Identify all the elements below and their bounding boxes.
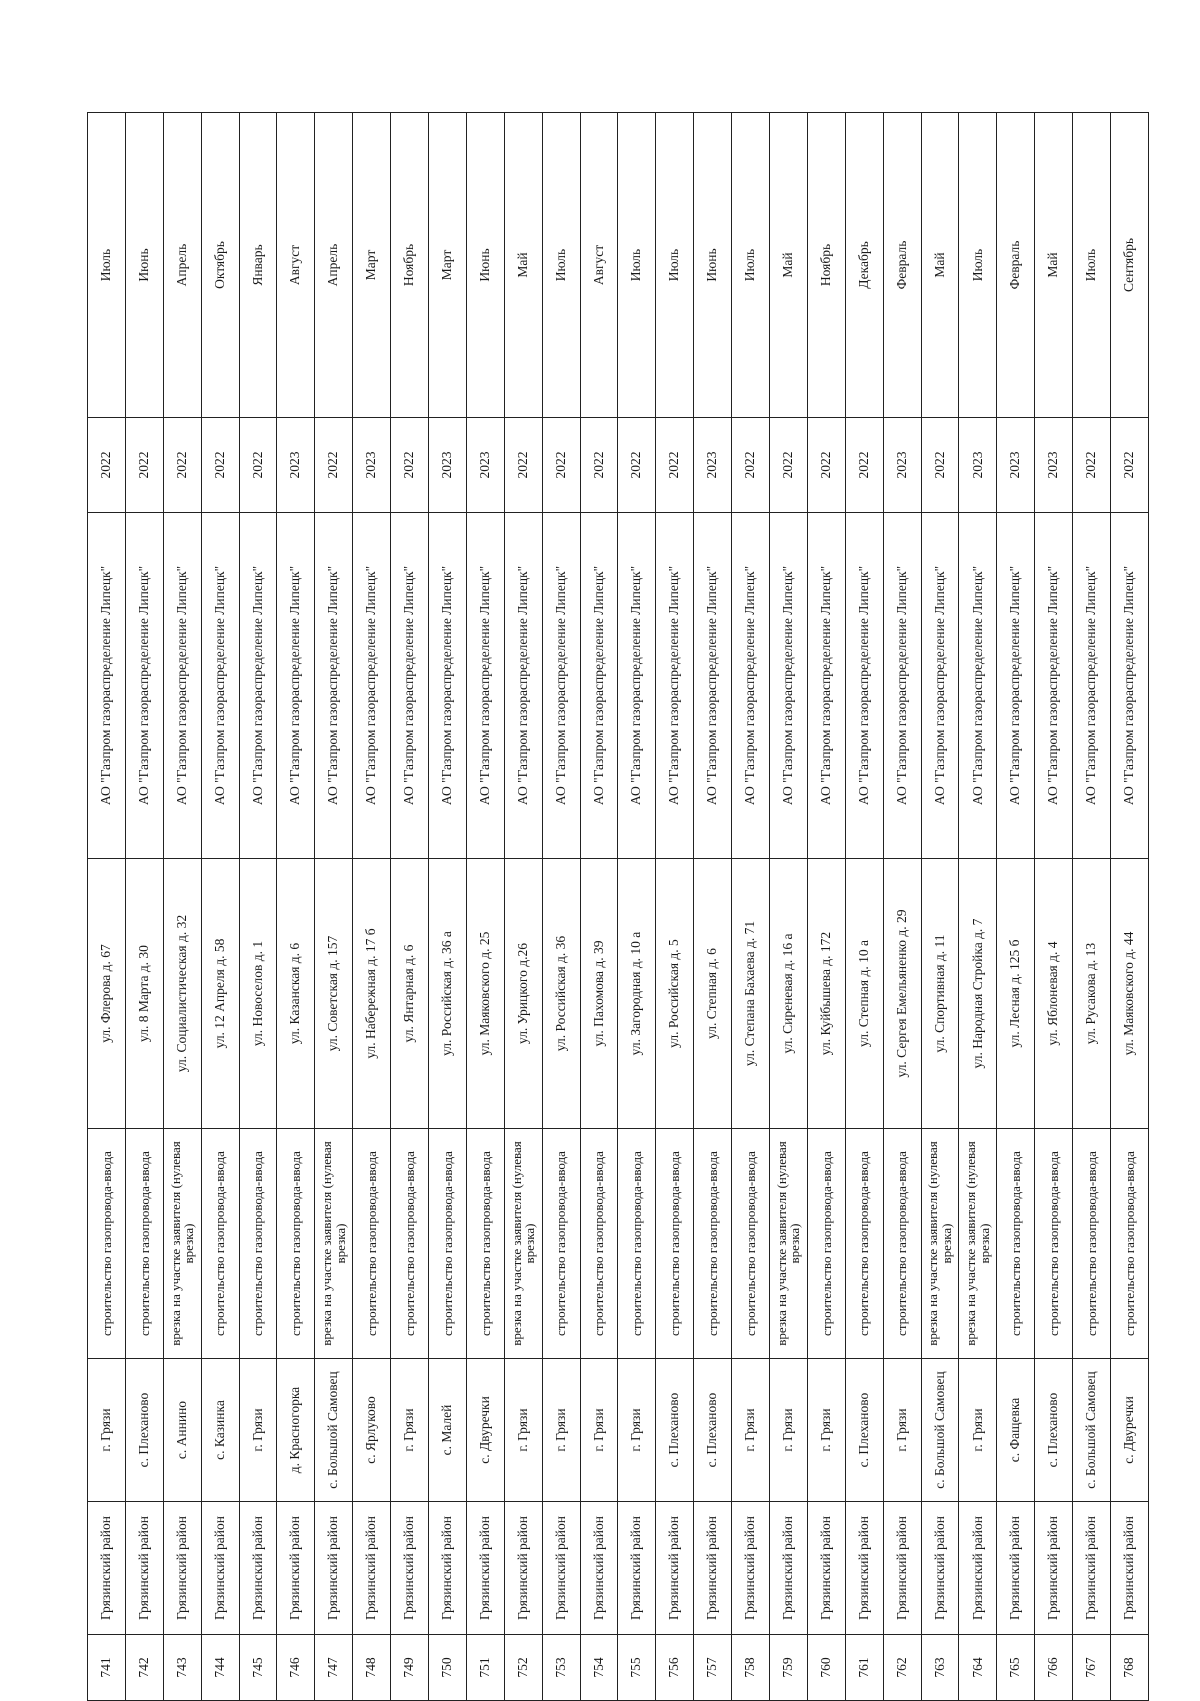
organization-cell: АО "Газпром газораспределение Липецк": [201, 513, 239, 859]
district-cell: Грязинский район: [883, 1502, 921, 1635]
organization-cell: АО "Газпром газораспределение Липецк": [694, 513, 732, 859]
organization-cell: АО "Газпром газораспределение Липецк": [542, 513, 580, 859]
organization-cell: АО "Газпром газораспределение Липецк": [921, 513, 959, 859]
organization-cell: АО "Газпром газораспределение Липецк": [88, 513, 126, 859]
month-cell: Июнь: [466, 113, 504, 418]
settlement-cell: г. Грязи: [542, 1359, 580, 1502]
month-cell: Декабрь: [845, 113, 883, 418]
organization-cell: АО "Газпром газораспределение Липецк": [845, 513, 883, 859]
month-cell: Апрель: [315, 113, 353, 418]
month-cell: Май: [504, 113, 542, 418]
organization-cell: АО "Газпром газораспределение Липецк": [883, 513, 921, 859]
district-cell: Грязинский район: [315, 1502, 353, 1635]
table-row: [466, 113, 504, 1701]
work-type-cell: строительство газопровода-ввода: [125, 1129, 163, 1359]
row-number-cell: 746: [277, 1635, 315, 1701]
address-cell: ул. Советская д. 157: [315, 859, 353, 1129]
settlement-cell: г. Грязи: [807, 1359, 845, 1502]
work-type-cell: строительство газопровода-ввода: [391, 1129, 429, 1359]
organization-cell: АО "Газпром газораспределение Липецк": [1111, 513, 1149, 859]
year-cell: 2022: [391, 418, 429, 513]
work-type-cell: строительство газопровода-ввода: [429, 1129, 467, 1359]
organization-cell: АО "Газпром газораспределение Липецк": [1035, 513, 1073, 859]
month-cell: Июль: [88, 113, 126, 418]
table-row: [504, 113, 542, 1701]
month-cell: Июль: [542, 113, 580, 418]
month-cell: Июнь: [694, 113, 732, 418]
settlement-cell: с. Плеханово: [656, 1359, 694, 1502]
table-row: [845, 113, 883, 1701]
address-cell: ул. Народная Стройка д. 7: [959, 859, 997, 1129]
address-cell: ул. Загородная д. 10 а: [618, 859, 656, 1129]
settlement-cell: с. Плеханово: [1035, 1359, 1073, 1502]
district-cell: Грязинский район: [504, 1502, 542, 1635]
address-cell: ул. Степная д. 6: [694, 859, 732, 1129]
month-cell: Май: [770, 113, 808, 418]
table-row: [732, 113, 770, 1701]
table-row: [1035, 113, 1073, 1701]
table-row: [201, 113, 239, 1701]
district-cell: Грязинский район: [201, 1502, 239, 1635]
organization-cell: АО "Газпром газораспределение Липецк": [466, 513, 504, 859]
work-type-cell: строительство газопровода-ввода: [542, 1129, 580, 1359]
table-row: [1073, 113, 1111, 1701]
district-cell: Грязинский район: [770, 1502, 808, 1635]
organization-cell: АО "Газпром газораспределение Липецк": [353, 513, 391, 859]
work-type-cell: строительство газопровода-ввода: [201, 1129, 239, 1359]
organization-cell: АО "Газпром газораспределение Липецк": [125, 513, 163, 859]
row-number-cell: 742: [125, 1635, 163, 1701]
address-cell: ул. Российская д. 5: [656, 859, 694, 1129]
address-cell: ул. Флерова д. 67: [88, 859, 126, 1129]
year-cell: 2022: [807, 418, 845, 513]
work-type-cell: строительство газопровода-ввода: [694, 1129, 732, 1359]
organization-cell: АО "Газпром газораспределение Липецк": [732, 513, 770, 859]
address-cell: ул. Казанская д. 6: [277, 859, 315, 1129]
organization-cell: АО "Газпром газораспределение Липецк": [580, 513, 618, 859]
organization-cell: АО "Газпром газораспределение Липецк": [656, 513, 694, 859]
year-cell: 2022: [163, 418, 201, 513]
settlement-cell: с. Плеханово: [125, 1359, 163, 1502]
district-cell: Грязинский район: [694, 1502, 732, 1635]
address-cell: ул. Урицкого д.26: [504, 859, 542, 1129]
address-cell: ул. Степана Бахаева д. 71: [732, 859, 770, 1129]
table-row: [921, 113, 959, 1701]
row-number-cell: 767: [1073, 1635, 1111, 1701]
year-cell: 2022: [125, 418, 163, 513]
table-row: [656, 113, 694, 1701]
table-row: [429, 113, 467, 1701]
district-cell: Грязинский район: [239, 1502, 277, 1635]
table-row: [770, 113, 808, 1701]
row-number-cell: 757: [694, 1635, 732, 1701]
row-number-cell: 753: [542, 1635, 580, 1701]
table-row: [580, 113, 618, 1701]
year-cell: 2022: [201, 418, 239, 513]
district-cell: Грязинский район: [807, 1502, 845, 1635]
table-body: [88, 113, 1149, 1701]
settlement-cell: г. Грязи: [732, 1359, 770, 1502]
address-cell: ул. Степная д. 10 а: [845, 859, 883, 1129]
month-cell: Август: [277, 113, 315, 418]
row-number-cell: 750: [429, 1635, 467, 1701]
month-cell: Октябрь: [201, 113, 239, 418]
work-type-cell: строительство газопровода-ввода: [277, 1129, 315, 1359]
settlement-cell: с. Двуречки: [1111, 1359, 1149, 1502]
organization-cell: АО "Газпром газораспределение Липецк": [315, 513, 353, 859]
address-cell: ул. Лесная д. 125 б: [997, 859, 1035, 1129]
row-number-cell: 749: [391, 1635, 429, 1701]
address-cell: ул. Сергея Емельяненко д. 29: [883, 859, 921, 1129]
month-cell: Ноябрь: [807, 113, 845, 418]
address-cell: ул. Набережная д. 17 б: [353, 859, 391, 1129]
month-cell: Февраль: [997, 113, 1035, 418]
settlement-cell: г. Грязи: [88, 1359, 126, 1502]
work-type-cell: врезка на участке заявителя (нулевая врезка): [504, 1129, 542, 1359]
work-type-cell: врезка на участке заявителя (нулевая врезка): [163, 1129, 201, 1359]
district-cell: Грязинский район: [921, 1502, 959, 1635]
settlement-cell: с. Фащевка: [997, 1359, 1035, 1502]
row-number-cell: 755: [618, 1635, 656, 1701]
district-cell: Грязинский район: [429, 1502, 467, 1635]
work-type-cell: строительство газопровода-ввода: [883, 1129, 921, 1359]
settlement-cell: с. Аннино: [163, 1359, 201, 1502]
address-cell: ул. Пахомова д. 39: [580, 859, 618, 1129]
district-cell: Грязинский район: [580, 1502, 618, 1635]
district-cell: Грязинский район: [353, 1502, 391, 1635]
month-cell: Июль: [656, 113, 694, 418]
address-cell: ул. 8 Марта д. 30: [125, 859, 163, 1129]
table-row: [125, 113, 163, 1701]
address-cell: ул. Российская д. 36: [542, 859, 580, 1129]
row-number-cell: 741: [88, 1635, 126, 1701]
row-number-cell: 761: [845, 1635, 883, 1701]
row-number-cell: 751: [466, 1635, 504, 1701]
year-cell: 2022: [315, 418, 353, 513]
settlement-cell: г. Грязи: [391, 1359, 429, 1502]
table-row: [997, 113, 1035, 1701]
work-type-cell: строительство газопровода-ввода: [807, 1129, 845, 1359]
row-number-cell: 743: [163, 1635, 201, 1701]
settlement-cell: с. Большой Самовец: [1073, 1359, 1111, 1502]
work-type-cell: строительство газопровода-ввода: [1111, 1129, 1149, 1359]
address-cell: ул. Куйбышева д. 172: [807, 859, 845, 1129]
table-row: [391, 113, 429, 1701]
month-cell: Ноябрь: [391, 113, 429, 418]
district-cell: Грязинский район: [959, 1502, 997, 1635]
table-row: [694, 113, 732, 1701]
settlement-cell: г. Грязи: [618, 1359, 656, 1502]
year-cell: 2022: [921, 418, 959, 513]
month-cell: Май: [921, 113, 959, 418]
row-number-cell: 766: [1035, 1635, 1073, 1701]
row-number-cell: 745: [239, 1635, 277, 1701]
table-row: [163, 113, 201, 1701]
table-row: [807, 113, 845, 1701]
month-cell: Апрель: [163, 113, 201, 418]
organization-cell: АО "Газпром газораспределение Липецк": [277, 513, 315, 859]
address-cell: ул. Российская д. 36 а: [429, 859, 467, 1129]
year-cell: 2022: [504, 418, 542, 513]
row-number-cell: 747: [315, 1635, 353, 1701]
district-cell: Грязинский район: [656, 1502, 694, 1635]
work-type-cell: строительство газопровода-ввода: [656, 1129, 694, 1359]
month-cell: Июль: [732, 113, 770, 418]
table-row: [88, 113, 126, 1701]
year-cell: 2023: [883, 418, 921, 513]
year-cell: 2022: [239, 418, 277, 513]
row-number-cell: 764: [959, 1635, 997, 1701]
settlement-cell: с. Казинка: [201, 1359, 239, 1502]
table-row: [239, 113, 277, 1701]
month-cell: Июль: [1073, 113, 1111, 418]
year-cell: 2022: [1111, 418, 1149, 513]
work-type-cell: строительство газопровода-ввода: [88, 1129, 126, 1359]
row-number-cell: 762: [883, 1635, 921, 1701]
district-cell: Грязинский район: [1035, 1502, 1073, 1635]
organization-cell: АО "Газпром газораспределение Липецк": [391, 513, 429, 859]
table-row: [353, 113, 391, 1701]
row-number-cell: 768: [1111, 1635, 1149, 1701]
settlement-cell: г. Грязи: [239, 1359, 277, 1502]
work-type-cell: врезка на участке заявителя (нулевая врезка): [921, 1129, 959, 1359]
district-cell: Грязинский район: [163, 1502, 201, 1635]
district-cell: Грязинский район: [1111, 1502, 1149, 1635]
settlement-cell: д. Красногорка: [277, 1359, 315, 1502]
district-cell: Грязинский район: [88, 1502, 126, 1635]
row-number-cell: 765: [997, 1635, 1035, 1701]
work-type-cell: врезка на участке заявителя (нулевая врезка): [315, 1129, 353, 1359]
district-cell: Грязинский район: [1073, 1502, 1111, 1635]
district-cell: Грязинский район: [277, 1502, 315, 1635]
address-cell: ул. Спортивная д. 11: [921, 859, 959, 1129]
organization-cell: АО "Газпром газораспределение Липецк": [997, 513, 1035, 859]
year-cell: 2022: [88, 418, 126, 513]
work-type-cell: строительство газопровода-ввода: [618, 1129, 656, 1359]
year-cell: 2023: [277, 418, 315, 513]
district-cell: Грязинский район: [845, 1502, 883, 1635]
settlement-cell: г. Грязи: [959, 1359, 997, 1502]
year-cell: 2023: [353, 418, 391, 513]
year-cell: 2023: [959, 418, 997, 513]
year-cell: 2022: [656, 418, 694, 513]
year-cell: 2022: [542, 418, 580, 513]
work-type-cell: строительство газопровода-ввода: [466, 1129, 504, 1359]
organization-cell: АО "Газпром газораспределение Липецк": [504, 513, 542, 859]
organization-cell: АО "Газпром газораспределение Липецк": [770, 513, 808, 859]
table-row: [1111, 113, 1149, 1701]
district-cell: Грязинский район: [997, 1502, 1035, 1635]
work-type-cell: строительство газопровода-ввода: [1073, 1129, 1111, 1359]
year-cell: 2022: [618, 418, 656, 513]
table-row: [959, 113, 997, 1701]
month-cell: Февраль: [883, 113, 921, 418]
table-row: [315, 113, 353, 1701]
row-number-cell: 754: [580, 1635, 618, 1701]
month-cell: Июнь: [125, 113, 163, 418]
table-row: [542, 113, 580, 1701]
row-number-cell: 759: [770, 1635, 808, 1701]
address-cell: ул. 12 Апреля д. 58: [201, 859, 239, 1129]
address-cell: ул. Яблоневая д. 4: [1035, 859, 1073, 1129]
month-cell: Июль: [959, 113, 997, 418]
gasification-table: [87, 112, 1149, 1701]
address-cell: ул. Янтарная д. 6: [391, 859, 429, 1129]
settlement-cell: г. Грязи: [770, 1359, 808, 1502]
organization-cell: АО "Газпром газораспределение Липецк": [1073, 513, 1111, 859]
organization-cell: АО "Газпром газораспределение Липецк": [429, 513, 467, 859]
settlement-cell: г. Грязи: [883, 1359, 921, 1502]
address-cell: ул. Маяковского д. 25: [466, 859, 504, 1129]
organization-cell: АО "Газпром газораспределение Липецк": [959, 513, 997, 859]
table-row: [618, 113, 656, 1701]
address-cell: ул. Социалистическая д. 32: [163, 859, 201, 1129]
settlement-cell: с. Большой Самовец: [315, 1359, 353, 1502]
settlement-cell: с. Двуречки: [466, 1359, 504, 1502]
year-cell: 2022: [580, 418, 618, 513]
year-cell: 2022: [770, 418, 808, 513]
year-cell: 2023: [429, 418, 467, 513]
month-cell: Январь: [239, 113, 277, 418]
settlement-cell: г. Грязи: [504, 1359, 542, 1502]
district-cell: Грязинский район: [618, 1502, 656, 1635]
organization-cell: АО "Газпром газораспределение Липецк": [239, 513, 277, 859]
row-number-cell: 748: [353, 1635, 391, 1701]
settlement-cell: г. Грязи: [580, 1359, 618, 1502]
work-type-cell: врезка на участке заявителя (нулевая врезка): [770, 1129, 808, 1359]
year-cell: 2023: [694, 418, 732, 513]
year-cell: 2022: [1073, 418, 1111, 513]
row-number-cell: 756: [656, 1635, 694, 1701]
month-cell: Август: [580, 113, 618, 418]
work-type-cell: строительство газопровода-ввода: [580, 1129, 618, 1359]
work-type-cell: строительство газопровода-ввода: [239, 1129, 277, 1359]
work-type-cell: строительство газопровода-ввода: [1035, 1129, 1073, 1359]
row-number-cell: 744: [201, 1635, 239, 1701]
year-cell: 2022: [845, 418, 883, 513]
row-number-cell: 763: [921, 1635, 959, 1701]
address-cell: ул. Маяковского д. 44: [1111, 859, 1149, 1129]
year-cell: 2023: [997, 418, 1035, 513]
work-type-cell: врезка на участке заявителя (нулевая врезка): [959, 1129, 997, 1359]
address-cell: ул. Сиреневая д. 16 а: [770, 859, 808, 1129]
settlement-cell: с. Малей: [429, 1359, 467, 1502]
month-cell: Сентябрь: [1111, 113, 1149, 418]
work-type-cell: строительство газопровода-ввода: [353, 1129, 391, 1359]
year-cell: 2022: [732, 418, 770, 513]
row-number-cell: 760: [807, 1635, 845, 1701]
district-cell: Грязинский район: [542, 1502, 580, 1635]
district-cell: Грязинский район: [732, 1502, 770, 1635]
district-cell: Грязинский район: [125, 1502, 163, 1635]
year-cell: 2023: [466, 418, 504, 513]
organization-cell: АО "Газпром газораспределение Липецк": [618, 513, 656, 859]
organization-cell: АО "Газпром газораспределение Липецк": [163, 513, 201, 859]
month-cell: Март: [353, 113, 391, 418]
organization-cell: АО "Газпром газораспределение Липецк": [807, 513, 845, 859]
work-type-cell: строительство газопровода-ввода: [845, 1129, 883, 1359]
rotated-page: [87, 113, 1137, 1701]
address-cell: ул. Русакова д. 13: [1073, 859, 1111, 1129]
table-row: [277, 113, 315, 1701]
row-number-cell: 752: [504, 1635, 542, 1701]
work-type-cell: строительство газопровода-ввода: [997, 1129, 1035, 1359]
year-cell: 2023: [1035, 418, 1073, 513]
month-cell: Май: [1035, 113, 1073, 418]
table-row: [883, 113, 921, 1701]
settlement-cell: с. Плеханово: [694, 1359, 732, 1502]
work-type-cell: строительство газопровода-ввода: [732, 1129, 770, 1359]
row-number-cell: 758: [732, 1635, 770, 1701]
settlement-cell: с. Плеханово: [845, 1359, 883, 1502]
settlement-cell: с. Ярлуково: [353, 1359, 391, 1502]
district-cell: Грязинский район: [391, 1502, 429, 1635]
settlement-cell: с. Большой Самовец: [921, 1359, 959, 1502]
month-cell: Март: [429, 113, 467, 418]
month-cell: Июль: [618, 113, 656, 418]
address-cell: ул. Новоселов д. 1: [239, 859, 277, 1129]
district-cell: Грязинский район: [466, 1502, 504, 1635]
